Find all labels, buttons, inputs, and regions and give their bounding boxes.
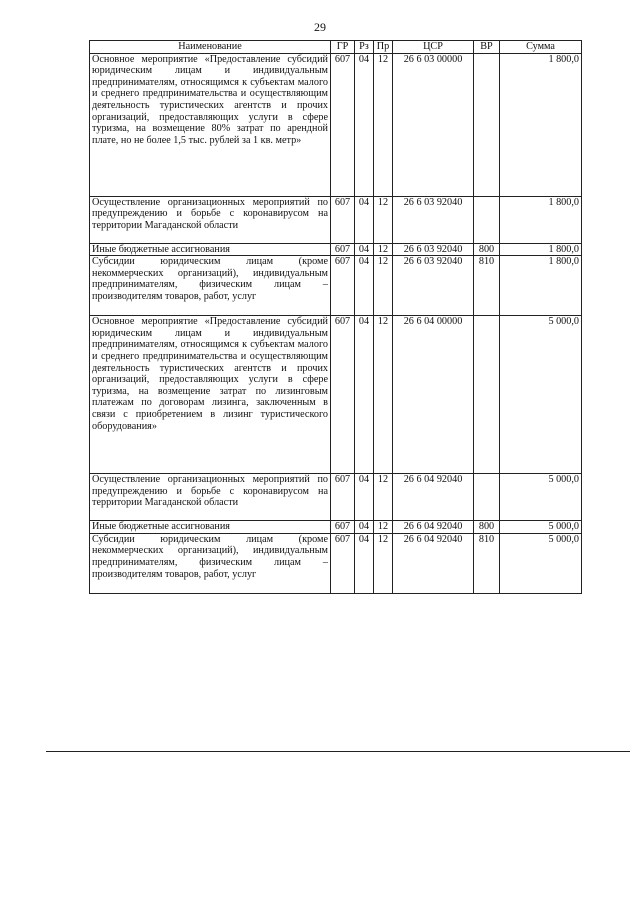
row-gr: 607 (331, 243, 355, 256)
row-name: Основное мероприятие «Предоставление субсидий юридическим лицам и индивидуальным предпринимателям, относящимся к субъектам малого и среднего предпринимательства и осуществляющим деятельность туристических агентств и прочих организаций, предоставляющих услуги в сфере туризма, на возмещение 80% затрат по арендной плате, но не более 1,5 тыс. рублей за 1 кв. метр» (90, 53, 331, 196)
row-sum: 1 800,0 (500, 243, 582, 256)
row-gr: 607 (331, 474, 355, 521)
row-vr: 810 (474, 533, 500, 593)
table-row (90, 521, 582, 534)
row-sum: 1 800,0 (500, 196, 582, 243)
row-csr: 26 6 04 92040 (393, 521, 474, 534)
row-name: Субсидии юридическим лицам (кроме некоммерческих организаций), индивидуальным предпринимателям, физическим лицам – производителям товаров, работ, услуг (90, 533, 331, 593)
row-sum: 5 000,0 (500, 533, 582, 593)
table-header (90, 41, 582, 54)
row-gr: 607 (331, 53, 355, 196)
row-csr: 26 6 04 00000 (393, 316, 474, 474)
row-rz: 04 (355, 256, 374, 316)
row-rz: 04 (355, 521, 374, 534)
row-pr: 12 (374, 256, 393, 316)
row-pr: 12 (374, 53, 393, 196)
row-csr: 26 6 03 00000 (393, 53, 474, 196)
row-gr: 607 (331, 316, 355, 474)
table-row (90, 474, 582, 521)
row-vr: 810 (474, 256, 500, 316)
row-csr: 26 6 04 92040 (393, 533, 474, 593)
table-row (90, 53, 582, 196)
header-csr: ЦСР (393, 41, 474, 54)
row-rz: 04 (355, 243, 374, 256)
row-pr: 12 (374, 316, 393, 474)
row-rz: 04 (355, 533, 374, 593)
table-row (90, 196, 582, 243)
row-name: Иные бюджетные ассигнования (90, 521, 331, 534)
header-gr: ГР (331, 41, 355, 54)
row-vr (474, 474, 500, 521)
row-gr: 607 (331, 521, 355, 534)
row-name: Осуществление организационных мероприятий по предупреждению и борьбе с коронавирусом на территории Магаданской области (90, 196, 331, 243)
table-row (90, 243, 582, 256)
row-name: Осуществление организационных мероприятий по предупреждению и борьбе с коронавирусом на территории Магаданской области (90, 474, 331, 521)
header-vr: ВР (474, 41, 500, 54)
row-gr: 607 (331, 256, 355, 316)
table-body (90, 53, 582, 593)
row-rz: 04 (355, 316, 374, 474)
row-pr: 12 (374, 521, 393, 534)
row-gr: 607 (331, 196, 355, 243)
row-vr (474, 316, 500, 474)
row-vr: 800 (474, 243, 500, 256)
row-gr: 607 (331, 533, 355, 593)
header-name: Наименование (90, 41, 331, 54)
row-sum: 1 800,0 (500, 256, 582, 316)
row-sum: 1 800,0 (500, 53, 582, 196)
row-name: Субсидии юридическим лицам (кроме некоммерческих организаций), индивидуальным предпринимателям, физическим лицам – производителям товаров, работ, услуг (90, 256, 331, 316)
header-sum: Сумма (500, 41, 582, 54)
table-row (90, 533, 582, 593)
row-name: Иные бюджетные ассигнования (90, 243, 331, 256)
header-row (90, 41, 582, 54)
table-row (90, 256, 582, 316)
row-vr: 800 (474, 521, 500, 534)
table-row (90, 316, 582, 474)
row-csr: 26 6 03 92040 (393, 196, 474, 243)
row-pr: 12 (374, 533, 393, 593)
row-rz: 04 (355, 474, 374, 521)
row-csr: 26 6 04 92040 (393, 474, 474, 521)
row-name: Основное мероприятие «Предоставление субсидий юридическим лицам и индивидуальным предпринимателям, относящимся к субъектам малого и среднего предпринимательства и осуществляющим деятельность туристических агентств и прочих организаций, предоставляющих услуги в сфере туризма, на возмещение затрат по лизинговым платежам по договорам лизинга, заключенным в связи с приобретением в лизинг туристического оборудования» (90, 316, 331, 474)
page-number: 29 (314, 20, 326, 34)
row-pr: 12 (374, 243, 393, 256)
row-sum: 5 000,0 (500, 316, 582, 474)
row-pr: 12 (374, 196, 393, 243)
row-vr (474, 196, 500, 243)
row-sum: 5 000,0 (500, 474, 582, 521)
row-csr: 26 6 03 92040 (393, 243, 474, 256)
row-vr (474, 53, 500, 196)
row-rz: 04 (355, 53, 374, 196)
row-rz: 04 (355, 196, 374, 243)
row-pr: 12 (374, 474, 393, 521)
footer-divider (46, 751, 630, 752)
row-sum: 5 000,0 (500, 521, 582, 534)
header-pr: Пр (374, 41, 393, 54)
row-csr: 26 6 03 92040 (393, 256, 474, 316)
budget-table (89, 40, 582, 594)
header-rz: Рз (355, 41, 374, 54)
